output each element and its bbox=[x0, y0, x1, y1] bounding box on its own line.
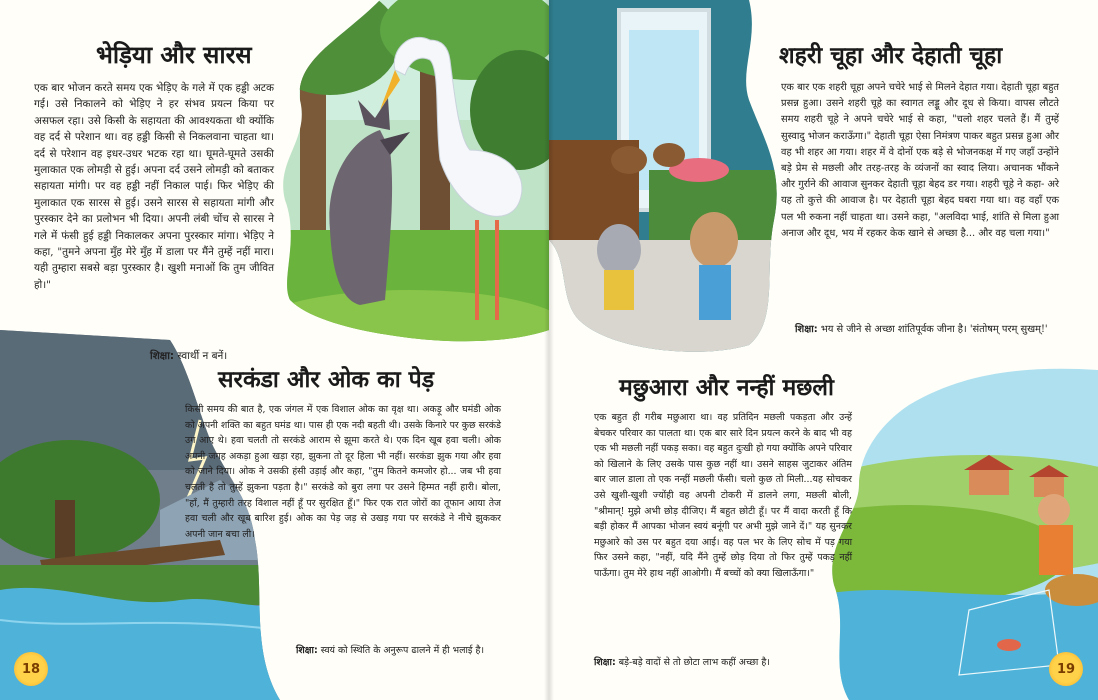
reed-oak-moral bbox=[296, 643, 502, 659]
wolf-crane-illustration bbox=[270, 0, 549, 345]
right-page bbox=[549, 0, 1098, 700]
town-mouse-moral bbox=[795, 322, 1059, 338]
reed-oak-moral-label: शिक्षा: bbox=[296, 645, 318, 656]
town-mouse-title: शहरी चूहा और देहाती चूहा bbox=[779, 43, 1003, 69]
fisherman-paragraph: एक बहुत ही गरीब मछुआरा था। वह प्रतिदिन मछली पकड़ता और उन्हें बेचकर परिवार का पालता था। एक बार सारे दिन प्रयत्न करने के बाद भी वह एक भी मछली नहीं पकड़ सका। वह बहुत दुःखी हो गया क्योंकि अपने परिवार को खिलाने के लिए उसके पास कुछ नहीं था। उसने साहस जुटाकर अंतिम बार जाल डाला तो एक नन्हीं मछली फँसी। चलो कुछ तो मिली...यह सोचकर उसे खुशी-खुशी ज्योंही वह अपनी टोकरी में डालने लगा, मछली बोली, "श्रीमान्! मुझे अभी छोड़ दीजिए। मैं बहुत छोटी हूँ। पर मैं वादा करती हूँ कि बड़ी होकर मैं आपका भोजन स्वयं बनूंगी पर अभी मुझे जाने दें।" यह सुनकर मछुआरे को उस पर बहुत दया आई। वह पल भर के लिए सोच में पड़ गया फिर उसने कहा, "नहीं, यदि मैंने तुम्हें छोड़ दिया तो फिर तुम्हें पकड़ नहीं पाऊँगा। तुम मेरे हाथ नहीं आओगी। मैं बच्चों को क्या खिलाऊँगा।" bbox=[594, 412, 852, 579]
town-mouse-paragraph: एक बार एक शहरी चूहा अपने चचेरे भाई से मिलने देहात गया। देहाती चूहा बहुत प्रसन्न हुआ। उसने शहरी चूहे का स्वागत लड्डू और दूध से किया। वापस लौटते समय शहरी चूहे ने अपने चचेरे भाई से कहा, "चलो शहर चलते हैं। मैं तुम्हें सुस्वादु भोजन कराऊँगा।" देहाती चूहा ऐसा निमंत्रण पाकर बहुत प्रसन्न हुआ और वह भी शहर आ गया। शहर में वे दोनों एक बड़े से भोजनकक्ष में गए जहाँ उन्होंने बड़े प्रेम से मछली और तरह-तरह के व्यंजनों का स्वाद लिया। अचानक भौंकने और गुर्राने की आवाज सुनकर देहाती चूहा बेहद डर गया। शहरी चूहे ने कहा- अरे यह तो कुत्ते की आवाज है। पर देहाती चूहा बेहद घबरा गया था। वह वहाँ एक पल भी रुकना नहीं चाहता था। उसने कहा, "अलविदा भाई, शांति से मिला हुआ अनाज और दूध, भय में रहकर केक खाने से अच्छा है... और वह चला गया।" bbox=[781, 82, 1059, 239]
fisherman-title: मछुआरा और नन्हीं मछली bbox=[619, 375, 834, 401]
fisherman-moral-text: बड़े-बड़े वादों से तो छोटा लाभ कहीं अच्छा है। bbox=[618, 657, 770, 668]
wolf-crane-text bbox=[34, 80, 274, 293]
town-mouse-text bbox=[781, 80, 1059, 242]
reed-oak-text bbox=[185, 402, 501, 542]
town-mouse-moral-label: शिक्षा: bbox=[795, 324, 818, 335]
wolf-crane-moral-label: शिक्षा: bbox=[150, 350, 175, 362]
page-number-left: 18 bbox=[14, 652, 48, 686]
wolf-crane-paragraph: एक बार भोजन करते समय एक भेड़िए के गले में एक हड्डी अटक गई। उसे निकालने को भेड़िए ने हर संभव प्रयत्न किया पर असफल रहा। उसे किसी के सहायता की आवश्यकता थी क्योंकि वह दर्द से परेशान था। वह हड्डी किसी से निकलवाना चाहता था। दर्द से परेशान वह इधर-उधर भटक रहा था। घूमते-घूमते उसकी मुलाकात एक लोमड़ी से हुई। अपना दर्द उसने लोमड़ी को बताकर सहायता मांगी। पर वह हड्डी नहीं निकाल पाई। फिर भेड़िए की मुलाकात एक सारस से हुई। उसने सारस से सहायता मांगी और पुरस्कार देने का प्रलोभन भी दिया। अपनी लंबी चोंच से सारस ने गले में फंसी हुई हड्डी निकालकर अपना पुरस्कार मांगा। भेड़िए ने कहा, "तुमने अपना मुँह मेरे मुँह में डाला पर मैंने तुम्हें नहीं मारा। यही तुम्हारा सबसे बड़ा पुरस्कार है। खुशी मनाओं कि तुम जीवित हो।" bbox=[34, 82, 274, 291]
mice-illustration bbox=[549, 0, 789, 360]
fisherman-moral-label: शिक्षा: bbox=[594, 657, 616, 668]
reed-oak-paragraph: किसी समय की बात है, एक जंगल में एक विशाल ओक का वृक्ष था। अकड़ू और घमंडी ओक को अपनी शक्ति का बहुत घमंड था। पास ही एक नदी बहती थी। उसके किनारे पर कुछ सरकंडे उग आए थे। हवा चलती तो सरकंडे आराम से झूमा करते थे। एक दिन खूब हवा चली। ओक अपनी जगह अकड़ा हुआ खड़ा रहा, झुकना तो दूर हिला भी नहीं। सरकंडा झुक गया और हवा को जाने दिया। ओक ने उसकी हंसी उड़ाई और कहा, "तुम कितने कमजोर हो... जब भी हवा चलती है तो तुम्हें झुकना पड़ता है।" सरकंडे को बुरा लगा पर उसने हिम्मत नहीं हारी। बोला, "हाँ, मैं तुम्हारी तरह विशाल नहीं हूँ पर सुरक्षित हूँ।" फिर एक रात जोरों का तूफान आया तेज हवा चली और खूब बारिश हुई। ओक का पेड़ जड़ से उखड़ गया पर सरकंडे ने नीचे झुककर अपनी जान बचा ली। bbox=[185, 404, 501, 540]
fisherman-illustration bbox=[819, 365, 1098, 700]
wolf-crane-title: भेड़िया और सारस bbox=[96, 41, 252, 69]
wolf-crane-moral-text: स्वार्थी न बनें। bbox=[177, 350, 228, 362]
fisherman-moral bbox=[594, 655, 874, 671]
book-gutter bbox=[544, 0, 554, 700]
reed-oak-title: सरकंडा और ओक का पेड़ bbox=[218, 367, 435, 393]
town-mouse-moral-text: भय से जीने से अच्छा शांतिपूर्वक जीना है। 'संतोषम् परम् सुखम्!' bbox=[820, 324, 1048, 335]
page-number-right: 19 bbox=[1049, 652, 1083, 686]
reed-oak-moral-text: स्वयं को स्थिति के अनुरूप ढालने में ही भलाई है। bbox=[320, 645, 485, 656]
fisherman-text bbox=[594, 410, 852, 582]
